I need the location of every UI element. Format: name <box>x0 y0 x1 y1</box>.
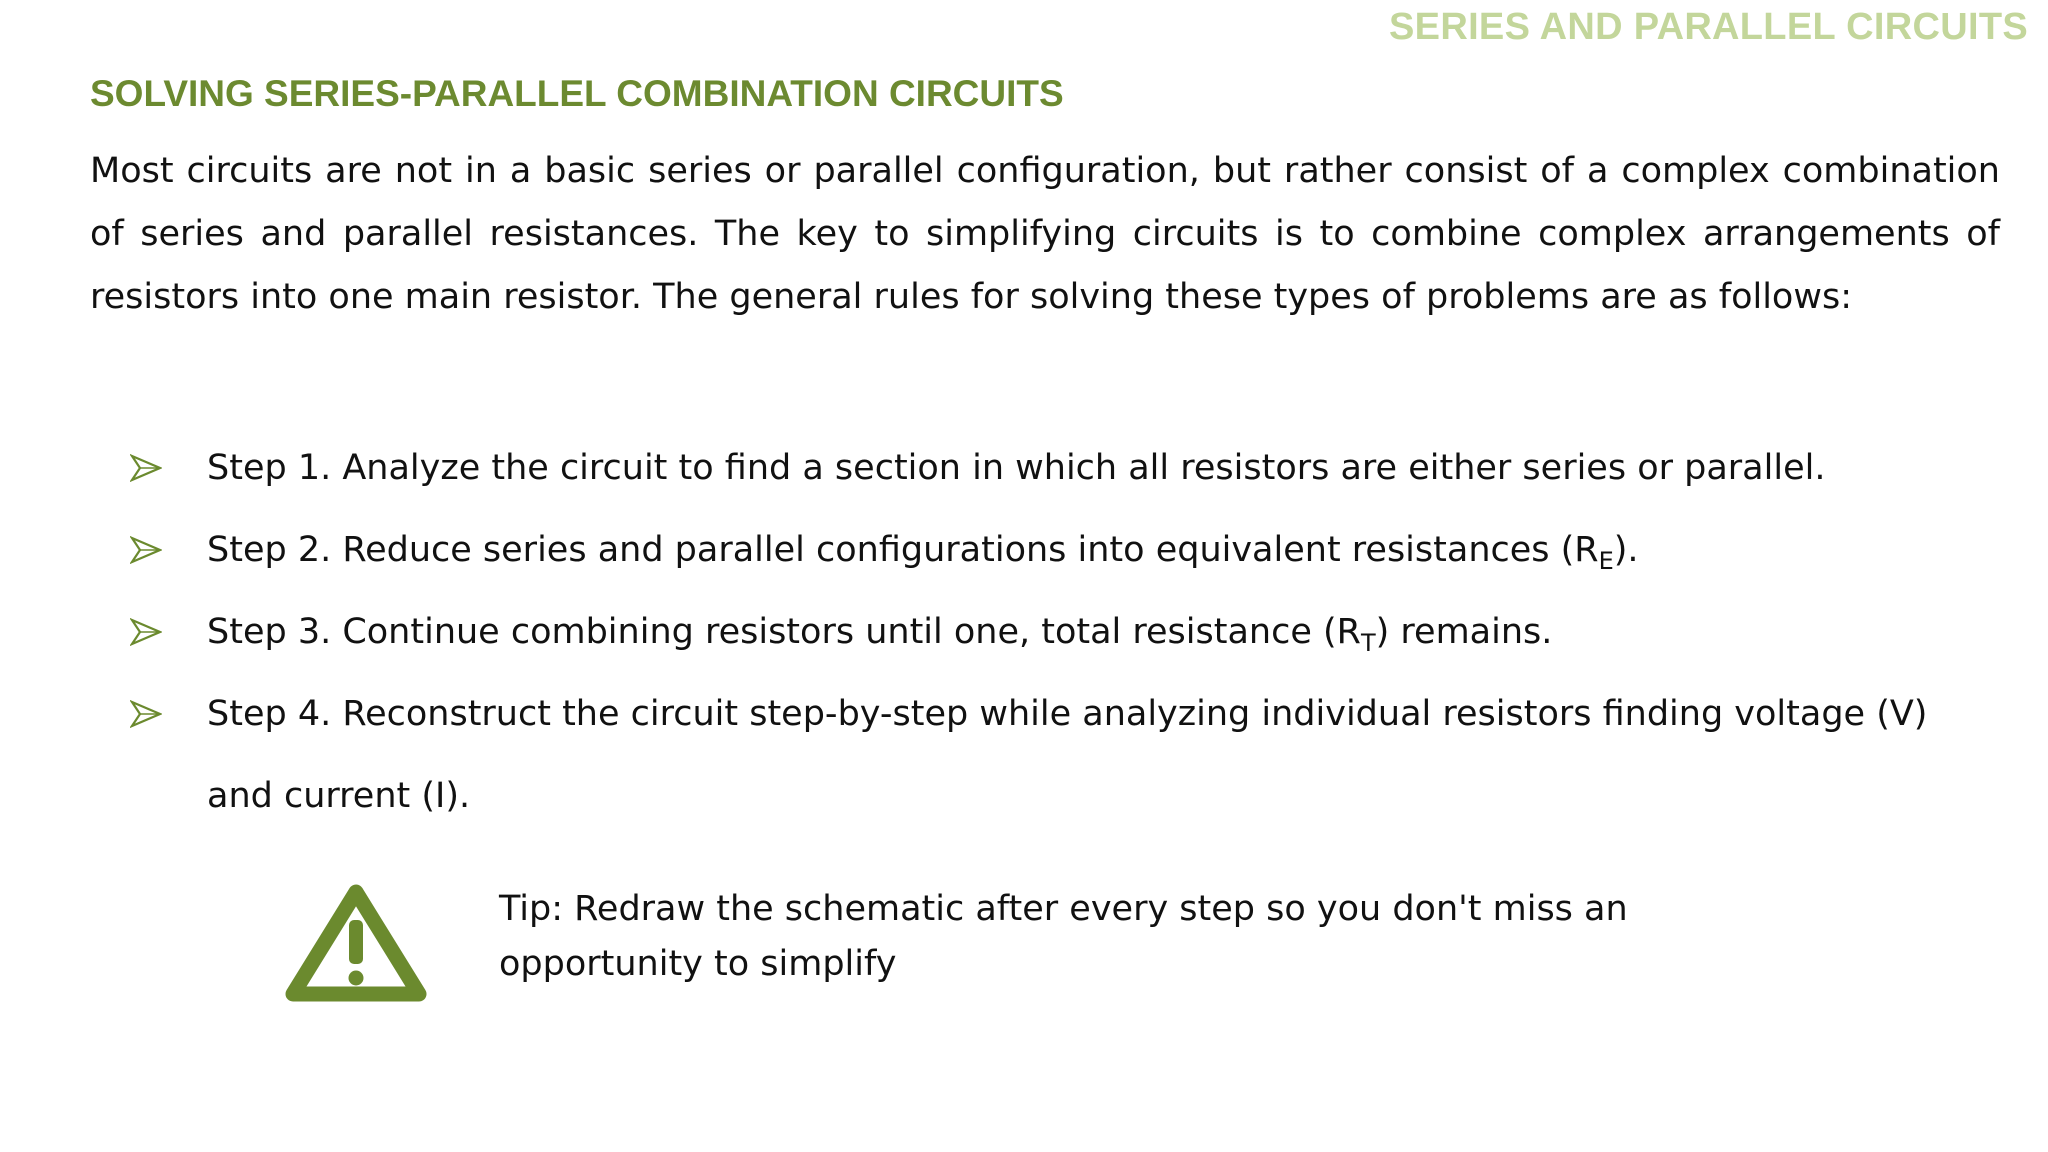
arrow-bullet-icon <box>130 591 164 673</box>
step-text: Step 1. Analyze the circuit to find a section in which all resistors are either series or parallel. <box>207 448 1826 488</box>
step-item-2 <box>0 509 1947 591</box>
header-title: SERIES AND PARALLEL CIRCUITS <box>1389 6 2028 48</box>
step-item-3 <box>0 591 1947 673</box>
intro-paragraph: Most circuits are not in a basic series or parallel configuration, but rather consist of a complex combination of series and parallel resistances. The key to simplifying circuits is to combine complex arrangements of resistors into one main resistor. The general rules for solving these types of problems are as follows: <box>90 151 2000 317</box>
arrow-bullet-icon <box>130 427 164 509</box>
step-text: Step 2. Reduce series and parallel configurations into equivalent resistances (R <box>207 530 1599 570</box>
section-heading: SOLVING SERIES-PARALLEL COMBINATION CIRCUITS <box>90 73 1064 114</box>
step-subscript: T <box>1360 629 1376 657</box>
tip-text: Tip: Redraw the schematic after every step so you don't miss an opportunity to simplify <box>499 889 1628 984</box>
steps-list <box>0 427 2048 837</box>
warning-icon <box>283 880 429 1006</box>
step-item-4 <box>0 673 1947 837</box>
step-text-end: ) remains. <box>1375 612 1553 652</box>
tip-box <box>283 880 1783 1010</box>
step-subscript: E <box>1598 547 1614 575</box>
step-text-end: ). <box>1613 530 1639 570</box>
arrow-bullet-icon <box>130 673 164 755</box>
step-text: Step 3. Continue combining resistors until one, total resistance (R <box>207 612 1361 652</box>
step-text: Step 4. Reconstruct the circuit step-by-step while analyzing individual resistors finding voltage (V) and current (I). <box>207 694 1928 816</box>
step-item-1 <box>0 427 1947 509</box>
arrow-bullet-icon <box>130 509 164 591</box>
